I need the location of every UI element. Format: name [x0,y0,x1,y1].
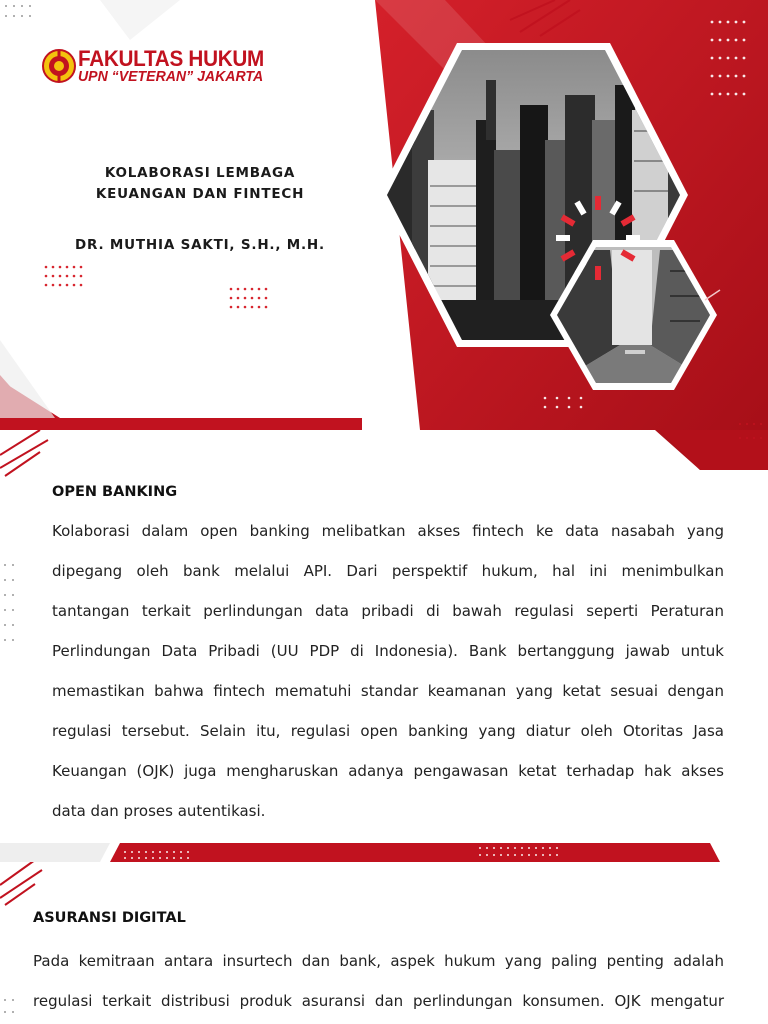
section-open-banking [52,484,724,831]
section-divider-band [110,843,720,862]
section-heading: ASURANSI DIGITAL [33,910,186,926]
logo-title: FAKULTAS HUKUM [78,46,264,71]
paragraph-line: dipegang oleh bank melalui API. Dari perspektif hukum, hal ini menimbulkan [52,562,724,580]
paragraph-line: regulasi tersebut. Selain itu, regulasi open banking yang diatur oleh Otoritas Jasa [52,722,724,740]
author-name: DR. MUTHIA SAKTI, S.H., M.H. [75,237,325,253]
document-title-line-2: KEUANGAN DAN FINTECH [95,186,305,202]
paragraph-line: Perlindungan Data Pribadi (UU PDP di Indonesia). Bank bertanggung jawab untuk [52,642,724,660]
logo-subtitle: UPN “VETERAN” JAKARTA [78,68,264,85]
paragraph-line: data dan proses autentikasi. [52,802,266,820]
paragraph-line: regulasi terkait distribusi produk asuransi dan perlindungan konsumen. OJK mengatur [33,992,724,1010]
paragraph-line: Kolaborasi dalam open banking melibatkan akses fintech ke data nasabah yang [52,522,724,540]
dot-grid-red [45,266,268,309]
university-seal-icon [43,50,75,82]
section-paragraph [52,511,724,831]
paragraph-line: Keuangan (OJK) juga mengharuskan adanya pengawasan ketat terhadap hak akses [52,762,724,780]
paragraph-line: tantangan terkait perlindungan data pribadi di bawah regulasi seperti Peraturan [52,602,724,620]
paragraph-line: memastikan bahwa fintech mematuhi standar keamanan yang ketat sesuai dengan [52,682,724,700]
paragraph-line: Pada kemitraan antara insurtech dan bank, aspek hukum yang paling penting adalah [33,952,724,970]
section-asuransi-digital [33,910,724,1021]
section-paragraph [33,941,724,1021]
section-heading: OPEN BANKING [52,484,178,500]
document-title-line-1: KOLABORASI LEMBAGA [104,165,296,181]
